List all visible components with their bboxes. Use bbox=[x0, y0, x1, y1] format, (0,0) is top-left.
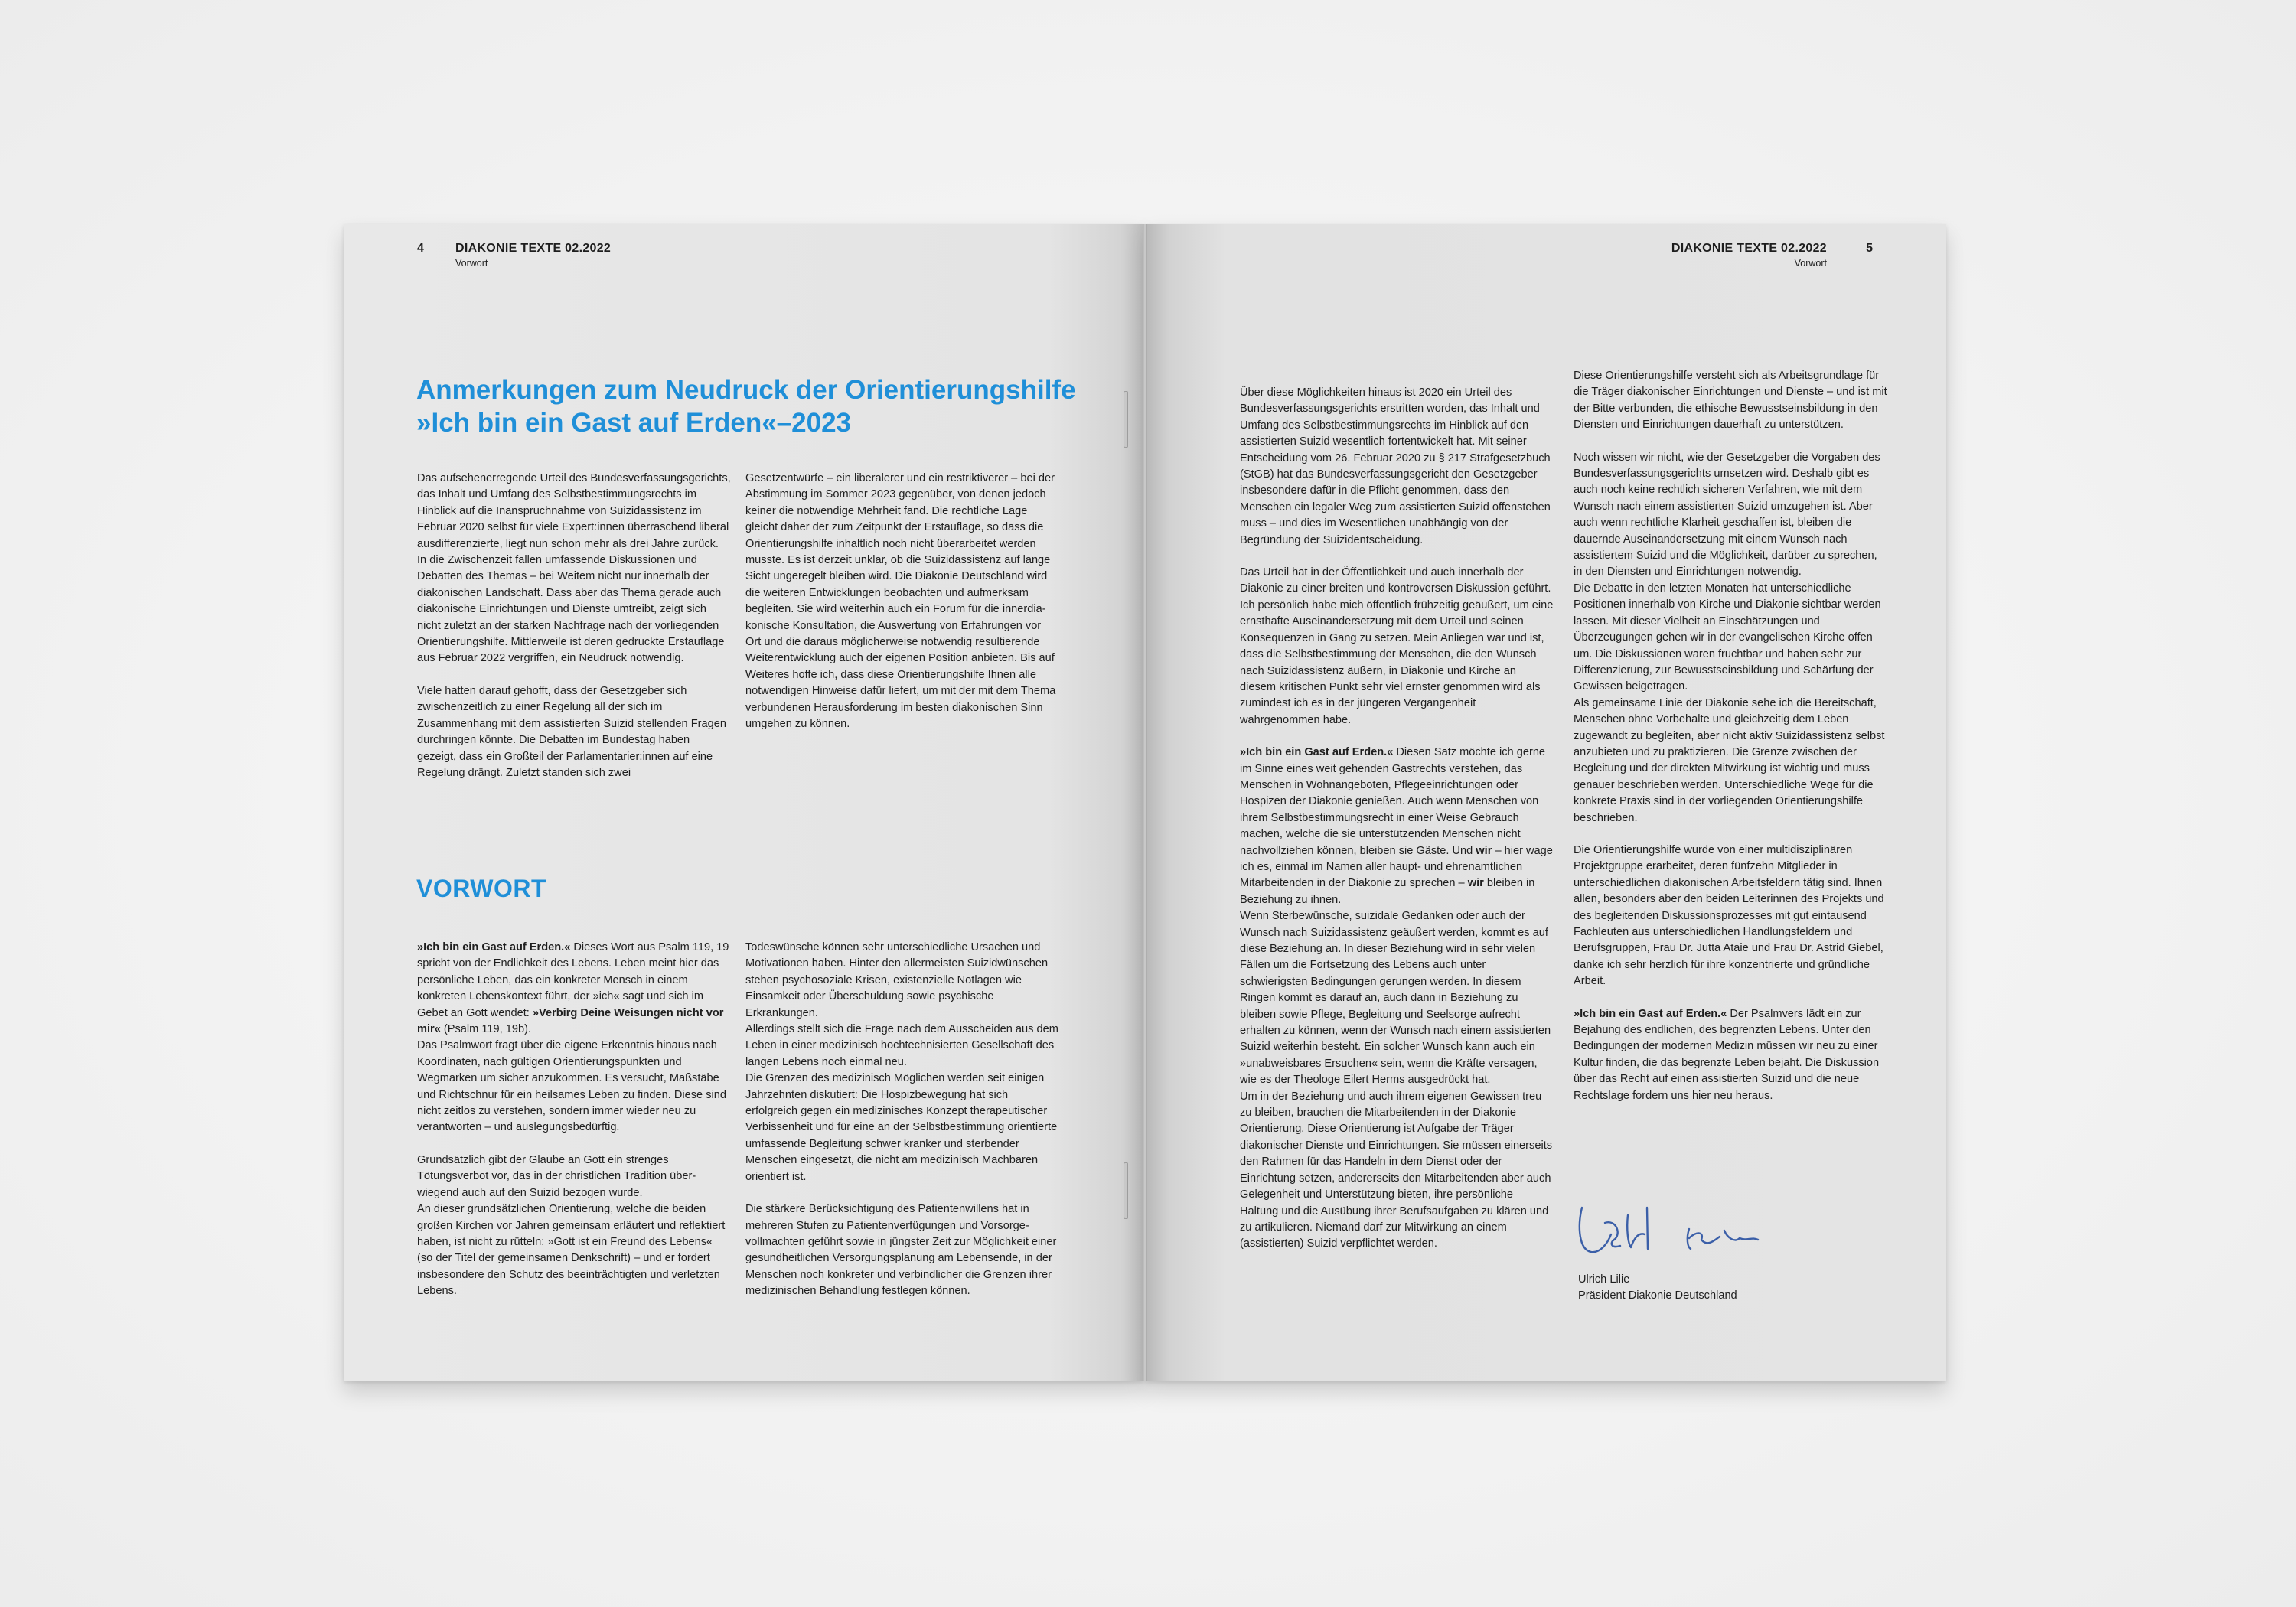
section-label: Vorwort bbox=[1794, 258, 1827, 269]
paragraph: Das Urteil hat in der Öffentlichkeit und auch innerhalb der Diakonie zu einer breiten und kontroversen Diskussion geführt. Ich persönlich habe mich öffentlich frühzeitig geäußert, um eine ernsthafte Auseinandersetzung mit dem Urteil und seinen Konsequenzen in Gang zu setzen. Mein Anliegen war und ist, dass die Selbstbestimmung der Menschen, die den Wunsch nach Suizidassistenz äußern, in Diakonie und Kirche an diesem kritischen Punkt sehr viel ernster genommen wird als zumindest ich es in der jüngeren Vergangenheit wahrgenommen habe. bbox=[1240, 566, 1554, 726]
headline: Anmerkungen zum Neudruck der Orientierungshilfe »Ich bin ein Gast auf Erden«–2023 bbox=[416, 375, 1076, 438]
paragraph: An dieser grundsätzlichen Orientierung, welche die beiden großen Kirchen vor Jahren gemeinsam erläutert und reflektiert haben, ist nicht zu rütteln: »Gott ist ein Freund des Lebens« (so der Titel der gemeinsamen Denkschrift) – und er fordert insbesondere den Schutz des beeinträchtigten und verletzten Lebens. bbox=[417, 1203, 726, 1298]
paragraph: Die Debatte in den letzten Monaten hat unterschiedliche Positionen innerhalb von Kirche und Diakonie sichtbar werden lassen. Mit dieser Vielheit an Einschätzungen und Überzeugungen gehen wir in der evangelischen Kirche offen um. Die Diskussionen waren fruchtbar und haben sehr zur Differenzierung, zur Bewusstseinsbildung und Schärfung der Gewissen beigetragen. bbox=[1574, 582, 1881, 693]
left-page bbox=[344, 224, 1144, 1381]
right-page bbox=[1146, 224, 1946, 1381]
paragraph: Als gemeinsame Linie der Diakonie sehe ich die Bereitschaft, Menschen ohne Vorbehalte und gleichzeitig dem Leben zugewandt zu begleiten, aber nicht aktiv Suizidassistenz selbst anzubieten und zu praktizieren. Die Grenze zwischen der Begleitung und der direkten Mitwirkung ist wichtig und muss genauer beschrieben werden. Unterschiedliche Wege für die konkrete Praxis sind in der vorliegenden Orientierungshilfe beschrieben. bbox=[1574, 696, 1885, 824]
vorwort-heading: VORWORT bbox=[416, 875, 547, 902]
paragraph: »Ich bin ein Gast auf Erden.« Diesen Satz möchte ich gerne im Sinne eines weit gehenden Gastrechts verstehen, das Menschen in Wohnangeboten, Pflegeeinrichtungen oder Hospizen der Diakonie genießen. Auch wenn Menschen von ihrem Selbstbestimmungsrecht in einer Weise Gebrauch machen, welche die sie unterstützenden Menschen nicht nachvollziehen können, bleiben sie Gäste. Und wir – hier wage ich es, einmal im Namen aller haupt- und ehrenamtlichen Mitarbeitenden in der Diakonie zu sprechen – wir bleiben in Beziehung zu ihnen. bbox=[1240, 746, 1553, 906]
paragraph: Grundsätzlich gibt der Glaube an Gott ein strenges Tötungsverbot vor, das in der christlichen Tradition überwiegend auch auf den Suizid bezogen wurde. bbox=[417, 1153, 696, 1199]
page-number: 4 bbox=[417, 242, 424, 255]
staple bbox=[1124, 1162, 1128, 1219]
paragraph: Über diese Möglichkeiten hinaus ist 2020 ein Urteil des Bundesverfassungsgerichts erstritten worden, das Inhalt und Umfang des Selbstbestimmungsrechts im Hinblick auf den assistierten Suizid wesentlich fortentwickelt hat. Mit seiner Entscheidung vom 26. Februar 2020 zu § 217 Strafgesetzbuch (StGB) hat das Bundesverfassungsgericht den Gesetzgeber insbesondere dafür in die Pflicht genommen, dass den Menschen ein legaler Weg zum assistierten Suizid offenstehen muss – und dies im Wesentlichen unabhängig von der Begründung der Suizidentscheidung. bbox=[1240, 386, 1551, 546]
anmerkungen-column-2 bbox=[745, 471, 1059, 749]
running-header bbox=[455, 242, 611, 269]
running-header bbox=[1671, 242, 1827, 269]
running-title: DIAKONIE TEXTE 02.2022 bbox=[1671, 242, 1827, 255]
paragraph: Die Grenzen des medizinisch Möglichen werden seit einigen Jahrzehnten diskutiert: Die Hospizbewegung hat sich erfolgreich gegen ein medizinisches Konzept therapeutischer Verbissenheit und für eine an der Selbstbestimmung orientierte umfassende Begleitung schwer kranker und sterbender Menschen eingesetzt, die nicht am medizinisch Machbaren orientiert ist. bbox=[745, 1072, 1058, 1183]
brochure-spread bbox=[344, 224, 1946, 1381]
paragraph: Todeswünsche können sehr unterschiedliche Ursachen und Motivationen haben. Hinter den allermeisten Suizidwünschen stehen psychosoziale Krisen, existenzielle Notlagen wie Einsamkeit oder Überschuldung sowie psychische Erkrankungen. bbox=[745, 941, 1049, 1019]
signer-block bbox=[1578, 1272, 1737, 1305]
paragraph: Noch wissen wir nicht, wie der Gesetzgeber die Vorgaben des Bundesverfassungsgerichts umsetzen wird. Deshalb gibt es auch noch keine rechtlich sicheren Verfahren, wie mit dem Wunsch nach einem assistierten Suizid umzugehen ist. Aber auch wenn rechtliche Klarheit geschaffen ist, bleiben die dauernde Auseinandersetzung mit einem Wunsch nach assistiertem Suizid und die Möglichkeit, darüber zu sprechen, in den Diensten und Einrichtungen notwendig. bbox=[1574, 451, 1880, 579]
handwritten-signature bbox=[1574, 1192, 1804, 1269]
spine-gutter bbox=[1143, 224, 1147, 1381]
signer-role: Präsident Diakonie Deutschland bbox=[1578, 1289, 1737, 1302]
paragraph: Das aufsehenerregende Urteil des Bundesverfassungsgerichts, das Inhalt und Umfang des Selbstbestimmungsrechts im Hinblick auf die Inanspruchnahme von Suizidassistenz im Februar 2020 selbst für viele Expert:innen überraschend liberal ausdifferenzierte, liegt nun schon mehr als drei Jahre zurück. In die Zwischenzeit fallen umfassende Diskussionen und Debatten des Themas – bei Weitem nicht nur innerhalb der diakonischen Landschaft. Dass aber das Thema gerade auch diakonische Einrichtungen und Dienste umtreibt, zeigt sich nicht zuletzt an der starken Nachfrage nach der vorliegenden Orientierungshilfe. Mittlerweile ist deren gedruckte Erstauflage aus Februar 2022 vergriffen, ein Neudruck notwendig. bbox=[417, 472, 731, 665]
paragraph: Das Psalmwort fragt über die eigene Erkenntnis hinaus nach Koordinaten, nach gültigen Orientierungspunkten und Wegmarken um sicher anzukommen. Es versucht, Maßstäbe und Richtschnur für ein heilsames Leben zu finden. Diese sind nicht zeitlos zu verstehen, sondern immer wieder neu zu verantworten – und auslegungsbedürftig. bbox=[417, 1039, 726, 1134]
paragraph: Diese Orientierungshilfe versteht sich als Arbeitsgrundlage für die Träger diakonischer Einrichtungen und Dienste – und ist mit der Bitte verbunden, die ethische Bewusstseinsbildung in den Diensten und Einrichtungen dauerhaft zu unterstützen. bbox=[1574, 370, 1887, 432]
anmerkungen-column-1 bbox=[417, 471, 731, 797]
paragraph: Die Orientierungshilfe wurde von einer multidisziplinären Projektgruppe erarbeitet, deren fünfzehn Mitglieder in unterschiedlichen diakonischen Arbeitsfeldern tätig sind. Ihnen allen, besonders aber den beiden Leiterinnen des Projekts und des begleitenden Diskussionsprozesses mit gut eintausend Fachleuten aus unterschiedlichen Handlungsfeldern und Berufsgruppen, Frau Dr. Jutta Ataie und Frau Dr. Astrid Giebel, danke ich sehr herzlich für ihre konzentrierte und gründliche Arbeit. bbox=[1574, 843, 1884, 988]
right-column-1 bbox=[1240, 385, 1554, 1269]
page-number: 5 bbox=[1866, 242, 1873, 255]
paragraph: Wenn Sterbewünsche, suizidale Gedanken oder auch der Wunsch nach Suizidassistenz geäußert werden, kommt es auf diese Beziehung an. In dieser Beziehung wird in sehr vielen Fällen um die Fortsetzung des Lebens auch unter schwierigsten Bedingungen gerungen werden. In diesem Ringen kommt es darauf an, auch dann in Beziehung zu bleiben sowie Pflege, Begleitung und Seelsorge aufrecht erhalten zu können, wenn der Wunsch nach einem assistierten Suizid weiterhin besteht. Ein solcher Wunsch kann auch ein »unabweisbares Ersuchen« sein, wenn die Kräfte versagen, wie es der Theologe Eilert Herms ausgedrückt hat. bbox=[1240, 910, 1551, 1087]
paragraph: »Ich bin ein Gast auf Erden.« Der Psalmvers lädt ein zur Bejahung des endlichen, des begrenzten Lebens. Unter den Bedingungen der modernen Medizin müssen wir neu zu einer Kultur finden, die das begrenzte Leben bejaht. Die Diskussion über das Recht auf einen assistierten Suizid und die neue Rechtslage fordern uns hier neu heraus. bbox=[1574, 1007, 1880, 1102]
paragraph: Um in der Beziehung und auch ihrem eigenen Gewissen treu zu bleiben, brauchen die Mitarbeitenden in der Diakonie Orientierung. Diese Orientierung ist Aufgabe der Träger diakonischer Dienste und Einrichtungen. Sie müssen einerseits den Rahmen für das Handeln in dem Dienst oder der Einrichtung setzen, andererseits den Mitarbeitenden aber auch Gelegenheit und Unterstützung bieten, ihre persönliche Haltung und die Ausübung ihrer Berufsaufgaben zu klären und zu artikulieren. Niemand darf zur Mitwirkung an einem (assistierten) Suizid verpflichtet werden. bbox=[1240, 1090, 1553, 1250]
running-title: DIAKONIE TEXTE 02.2022 bbox=[455, 242, 612, 255]
paragraph: Allerdings stellt sich die Frage nach dem Ausscheiden aus dem Leben in einer medizinisch hochtechnisierten Gesellschaft des langen Lebens noch einmal neu. bbox=[745, 1023, 1058, 1068]
right-column-2 bbox=[1574, 368, 1887, 1120]
signer-name: Ulrich Lilie bbox=[1578, 1273, 1630, 1286]
paragraph: Die stärkere Berücksichtigung des Patientenwillens hat in mehreren Stufen zu Patientenverfügungen und Vorsorgevollmachten geführt sowie in jüngster Zeit zur Möglichkeit einer gesundheitlichen Versorgungsplanung am Lebensende, in der Menschen noch konkreter und verbindlicher die Grenzen ihrer medizinischen Behandlung festlegen können. bbox=[745, 1203, 1057, 1298]
paragraph: »Ich bin ein Gast auf Erden.« Dieses Wort aus Psalm 119, 19 spricht von der Endlichkeit des Lebens. Leben meint hier das persönliche Leben, das ein konkreter Mensch in einem konkreten Lebenskontext führt, der »ich« sagt und sich im Gebet an Gott wendet: »Verbirg Deine Weisungen nicht vor mir« (Psalm 119, 19b). bbox=[417, 941, 729, 1036]
vorwort-column-2 bbox=[745, 940, 1059, 1316]
paragraph: Gesetzentwürfe – ein liberalerer und ein restriktiverer – bei der Abstimmung im Sommer 2023 gegenüber, von denen jedoch keiner die notwendige Mehrheit fand. Die rechtliche Lage gleicht daher der zum Zeitpunkt der Erstauflage, so dass die Orientierungshilfe inhaltlich noch nicht überarbeitet werden musste. Es ist derzeit unklar, ob die Suizidassistenz auf lange Sicht ungeregelt bleiben wird. Die Diakonie Deutschland wird die weiteren Entwicklungen beobachten und aufmerksam begleiten. Sie wird weiterhin auch ein Forum für die innerdiakonische Konsultation, die Auswertung von Erfahrungen vor Ort und die daraus möglicherweise notwendig resultierende Weiterentwicklung auch der eigenen Position anbieten. Bis auf Weiteres hoffe ich, dass diese Orientierungshilfe Ihnen alle notwendigen Hinweise dafür liefert, um mit der mit dem Thema verbundenen Herausforderung im besten diakonischen Sinn umgehen zu können. bbox=[745, 472, 1056, 731]
staple bbox=[1124, 391, 1128, 448]
paragraph: Viele hatten darauf gehofft, dass der Gesetzgeber sich zwischenzeitlich zu einer Regelung all der sich im Zusammenhang mit dem assistierten Suizid stellenden Fragen durchringen könnte. Die Debatten im Bundestag haben gezeigt, dass ein Großteil der Parlamentarier:innen auf eine Regelung drängt. Zuletzt standen sich zwei bbox=[417, 684, 726, 779]
vorwort-column-1 bbox=[417, 940, 731, 1316]
section-label: Vorwort bbox=[455, 258, 488, 269]
